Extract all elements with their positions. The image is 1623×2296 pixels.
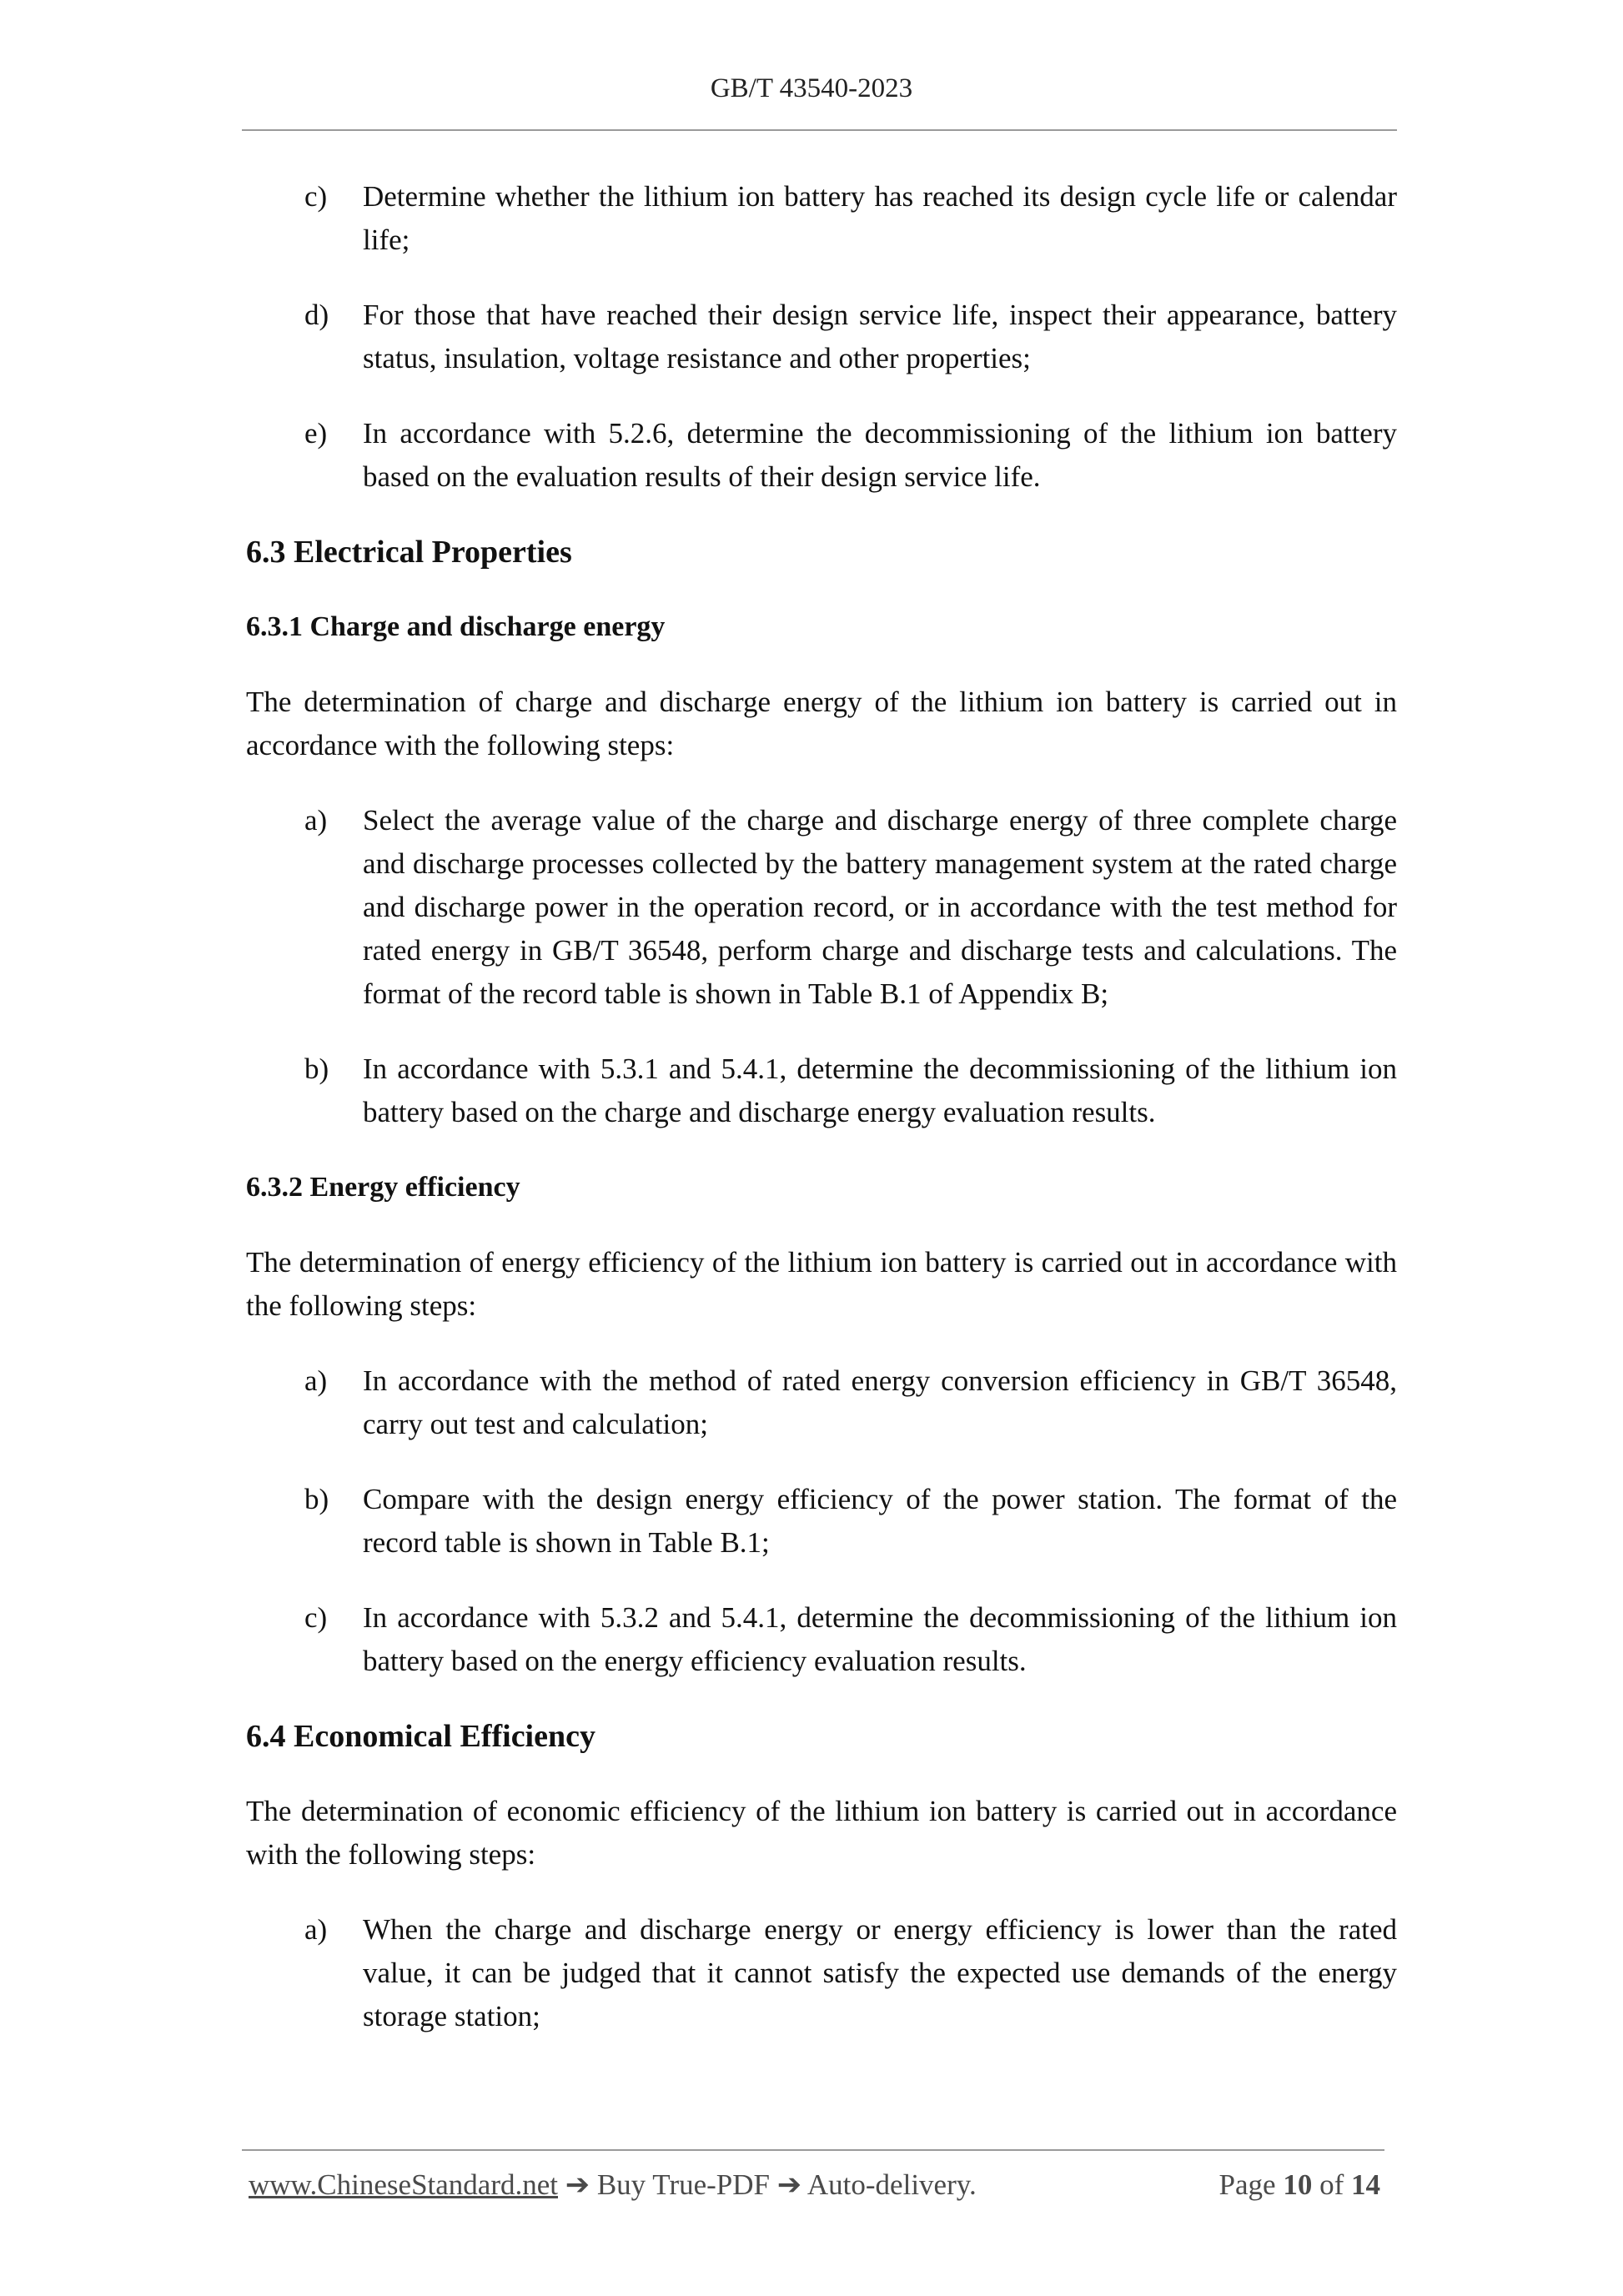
list-marker: d) [304,299,329,331]
arrow-right-icon: ➔ [776,2168,802,2201]
footer-left-group [249,2168,977,2202]
footer-divider [242,2149,1384,2151]
arrow-right-icon: ➔ [565,2168,590,2201]
header-divider [242,129,1397,131]
page-word: Page [1219,2168,1276,2201]
list-marker: a) [304,1364,328,1397]
list-item-c-life-check [246,175,1397,262]
page-content [246,175,1397,2070]
paragraph-6-3-2-intro: The determination of energy efficiency of the lithium ion battery is carried out in accordance with the following steps: [246,1246,1397,1322]
list-item-text: Determine whether the lithium ion battery has reached its design cycle life or calendar life; [363,180,1397,256]
list-item-text: Compare with the design energy efficiency of the power station. The format of the record table is shown in Table B.1; [363,1483,1397,1559]
subsection-heading-6-3-2: 6.3.2 Energy efficiency [246,1172,520,1203]
of-word: of [1319,2168,1344,2201]
list-item-6-3-1-a [246,799,1397,1016]
list-marker: a) [304,804,328,837]
list-item-6-3-2-b [246,1478,1397,1565]
list-item-6-3-2-c [246,1596,1397,1683]
list-marker: a) [304,1913,328,1946]
list-marker: e) [304,417,328,450]
footer-delivery-text: Auto-delivery. [806,2168,977,2201]
paragraph-6-3-1-intro: The determination of charge and discharge energy of the lithium ion battery is carried out in accordance with the following steps: [246,686,1397,761]
list-item-6-3-1-b [246,1048,1397,1134]
list-item-e-decommissioning [246,412,1397,499]
list-item-text: For those that have reached their design service life, inspect their appearance, battery status, insulation, voltage resistance and other properties; [363,299,1397,374]
list-marker: c) [304,180,328,213]
document-header-title: GB/T 43540-2023 [710,73,913,103]
list-item-text: In accordance with 5.3.2 and 5.4.1, determine the decommissioning of the lithium ion battery based on the energy efficiency evaluation results. [363,1601,1397,1677]
page-indicator [1219,2168,1380,2202]
list-marker: c) [304,1601,328,1634]
page-number: 10 [1283,2168,1313,2201]
list-marker: b) [304,1053,329,1085]
subsection-heading-6-3-1: 6.3.1 Charge and discharge energy [246,611,666,642]
chinese-standard-link[interactable]: www.ChineseStandard.net [249,2168,558,2201]
section-heading-6-4: 6.4 Economical Efficiency [246,1719,595,1754]
list-item-text: When the charge and discharge energy or energy efficiency is lower than the rated value, it can be judged that it cannot satisfy the expected use demands of the energy storage station; [363,1913,1397,2032]
list-item-text: In accordance with 5.2.6, determine the decommissioning of the lithium ion battery based on the evaluation results of their design service life. [363,417,1397,493]
footer-buy-text: Buy True-PDF [596,2168,770,2201]
list-item-text: In accordance with 5.3.1 and 5.4.1, determine the decommissioning of the lithium ion battery based on the charge and discharge energy evaluation results. [363,1053,1397,1128]
list-item-d-inspection [246,294,1397,380]
list-item-6-4-a [246,1908,1397,2038]
list-item-text: In accordance with the method of rated energy conversion efficiency in GB/T 36548, carry out test and calculation; [363,1364,1397,1440]
list-marker: b) [304,1483,329,1515]
paragraph-6-4-intro: The determination of economic efficiency of the lithium ion battery is carried out in accordance with the following steps: [246,1795,1397,1871]
list-item-text: Select the average value of the charge and discharge energy of three complete charge and discharge processes collected by the battery management system at the rated charge and discharge power in the operation record, or in accordance with the test method for rated energy in GB/T 36548, perform charge and discharge tests and calculations. The format of the record table is shown in Table B.1 of Appendix B; [363,804,1397,1010]
section-heading-6-3: 6.3 Electrical Properties [246,535,572,570]
page-total: 14 [1351,2168,1380,2201]
list-item-6-3-2-a [246,1359,1397,1446]
